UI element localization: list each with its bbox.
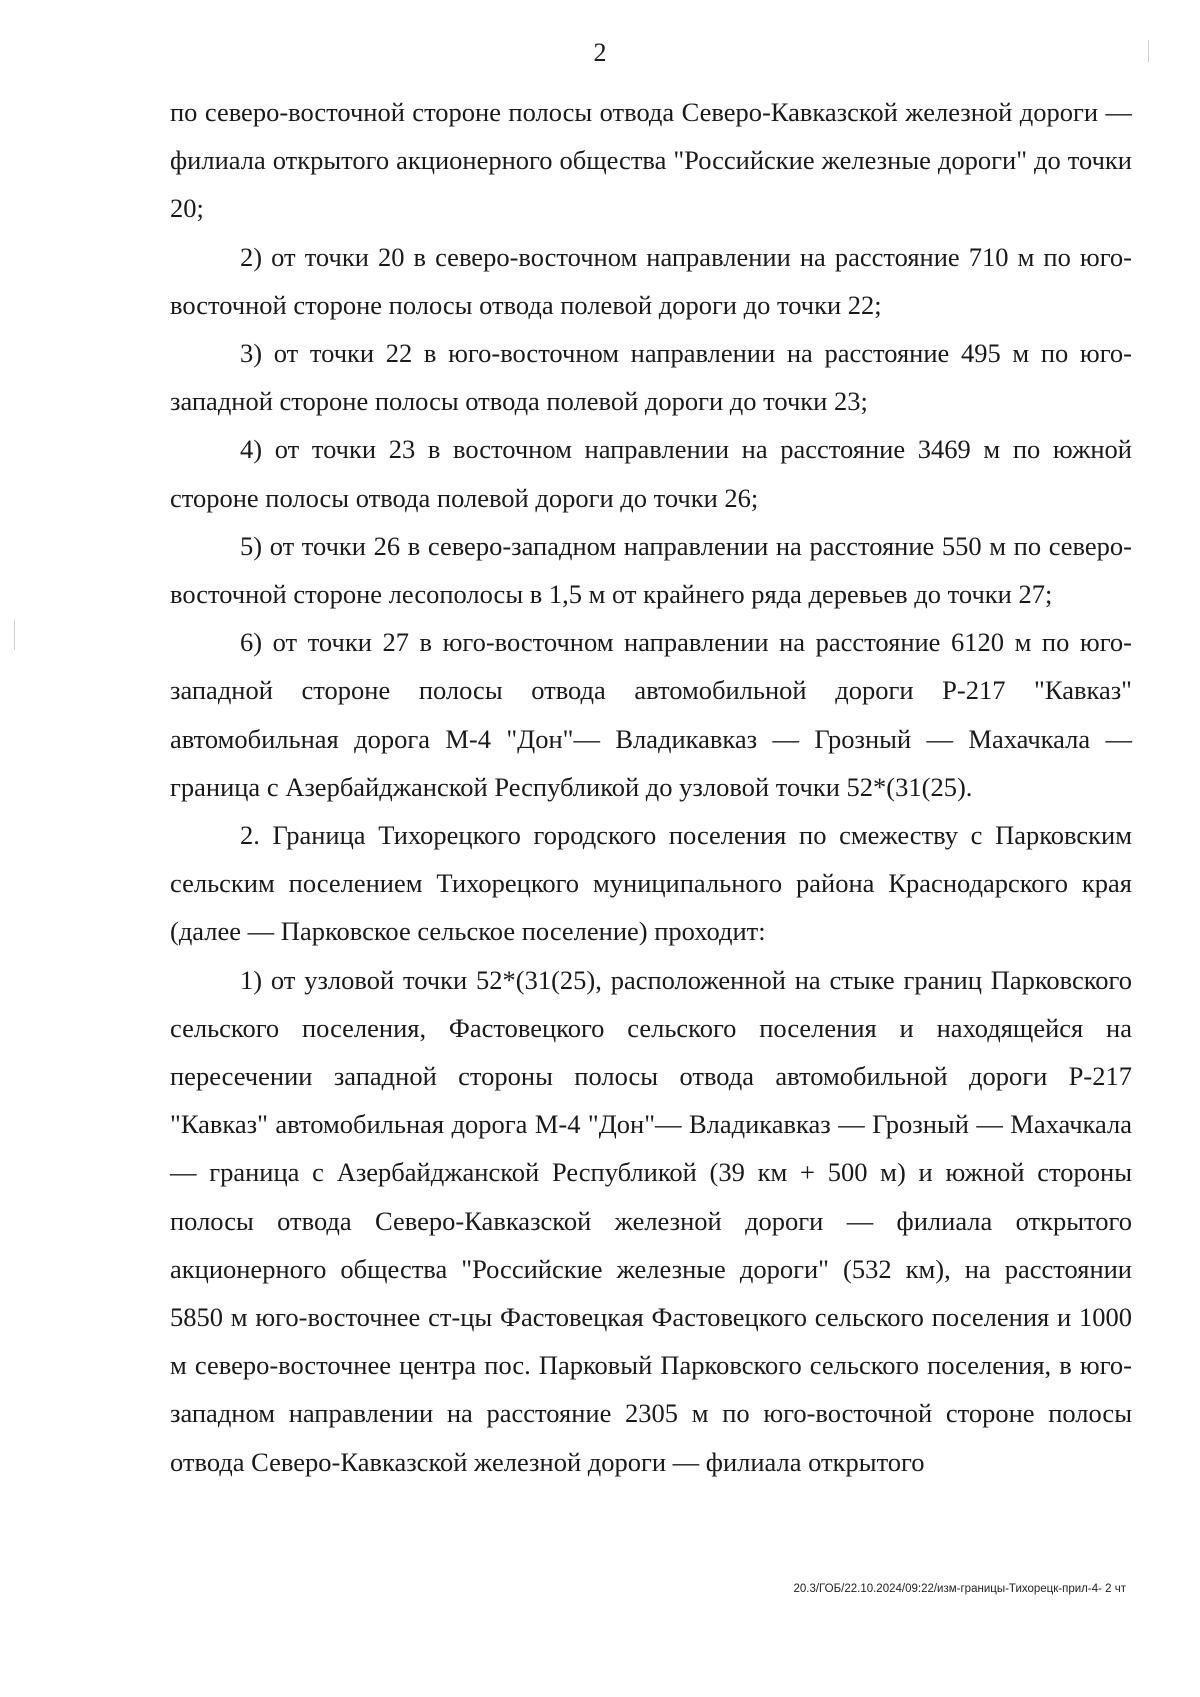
paragraph-item-5: 5) от точки 26 в северо-западном направлении на расстояние 550 м по северо-восточной стороне лесополосы в 1,5 м от крайнего ряда деревьев до точки 27; (170, 530, 1132, 610)
scan-edge-mark (14, 620, 15, 650)
document-footer-code: 20.3/ГОБ/22.10.2024/09:22/изм-границы-Тихорецк-прил-4- 2 чт (793, 1583, 1126, 1595)
paragraph-item-4: 4) от точки 23 в восточном направлении на расстояние 3469 м по южной стороне полосы отвода полевой дороги до точки 26; (170, 434, 1132, 513)
page-number: 2 (593, 38, 607, 67)
document-body (170, 88, 1132, 1486)
paragraph-item-2: 2) от точки 20 в северо-восточном направлении на расстояние 710 м по юго-восточной стороне полосы отвода полевой дороги до точки 22; (170, 241, 1132, 320)
paragraph-continuation: по северо-восточной стороне полосы отвода Северо-Кавказской железной дороги — филиала открытого акционерного общества "Российские железные дороги" до точки 20; (170, 97, 1132, 224)
paragraph-section-2: 2. Граница Тихорецкого городского поселения по смежеству с Парковским сельским поселением Тихорецкого муниципального района Краснодарского края (далее — Парковское сельское поселение) проходит: (170, 820, 1132, 947)
paragraph-item-3: 3) от точки 22 в юго-восточном направлении на расстояние 495 м по юго-западной стороне полосы отвода полевой дороги до точки 23; (170, 338, 1132, 417)
scan-edge-mark (1148, 40, 1149, 62)
paragraph-section-2-item-1: 1) от узловой точки 52*(31(25), расположенной на стыке границ Парковского сельского поселения, Фастовецкого сельского поселения и находящейся на пересечении западной стороны полосы отвода автомобильной дороги Р-217 "Кавказ" автомобильная дорога М-4 "Дон"— Владикавказ — Грозный — Махачкала — граница с Азербайджанской Республикой (39 км + 500 м) и южной стороны полосы отвода Северо-Кавказской железной дороги — филиала открытого акционерного общества "Российские железные дороги" (532 км), на расстоянии 5850 м юго-восточнее ст-цы Фастовецкая Фастовецкого сельского поселения и 1000 м северо-восточнее центра пос. Парковый Парковского сельского поселения, в юго-западном направлении на расстояние 2305 м по юго-восточной стороне полосы отвода Северо-Кавказской железной дороги — филиала открытого (170, 964, 1132, 1477)
paragraph-item-6: 6) от точки 27 в юго-восточном направлении на расстояние 6120 м по юго-западной стороне полосы отвода автомобильной дороги Р-217 "Кавказ" автомобильная дорога М-4 "Дон"— Владикавказ — Грозный — Махачкала — граница с Азербайджанской Республикой до узловой точки 52*(31(25). (170, 627, 1132, 802)
